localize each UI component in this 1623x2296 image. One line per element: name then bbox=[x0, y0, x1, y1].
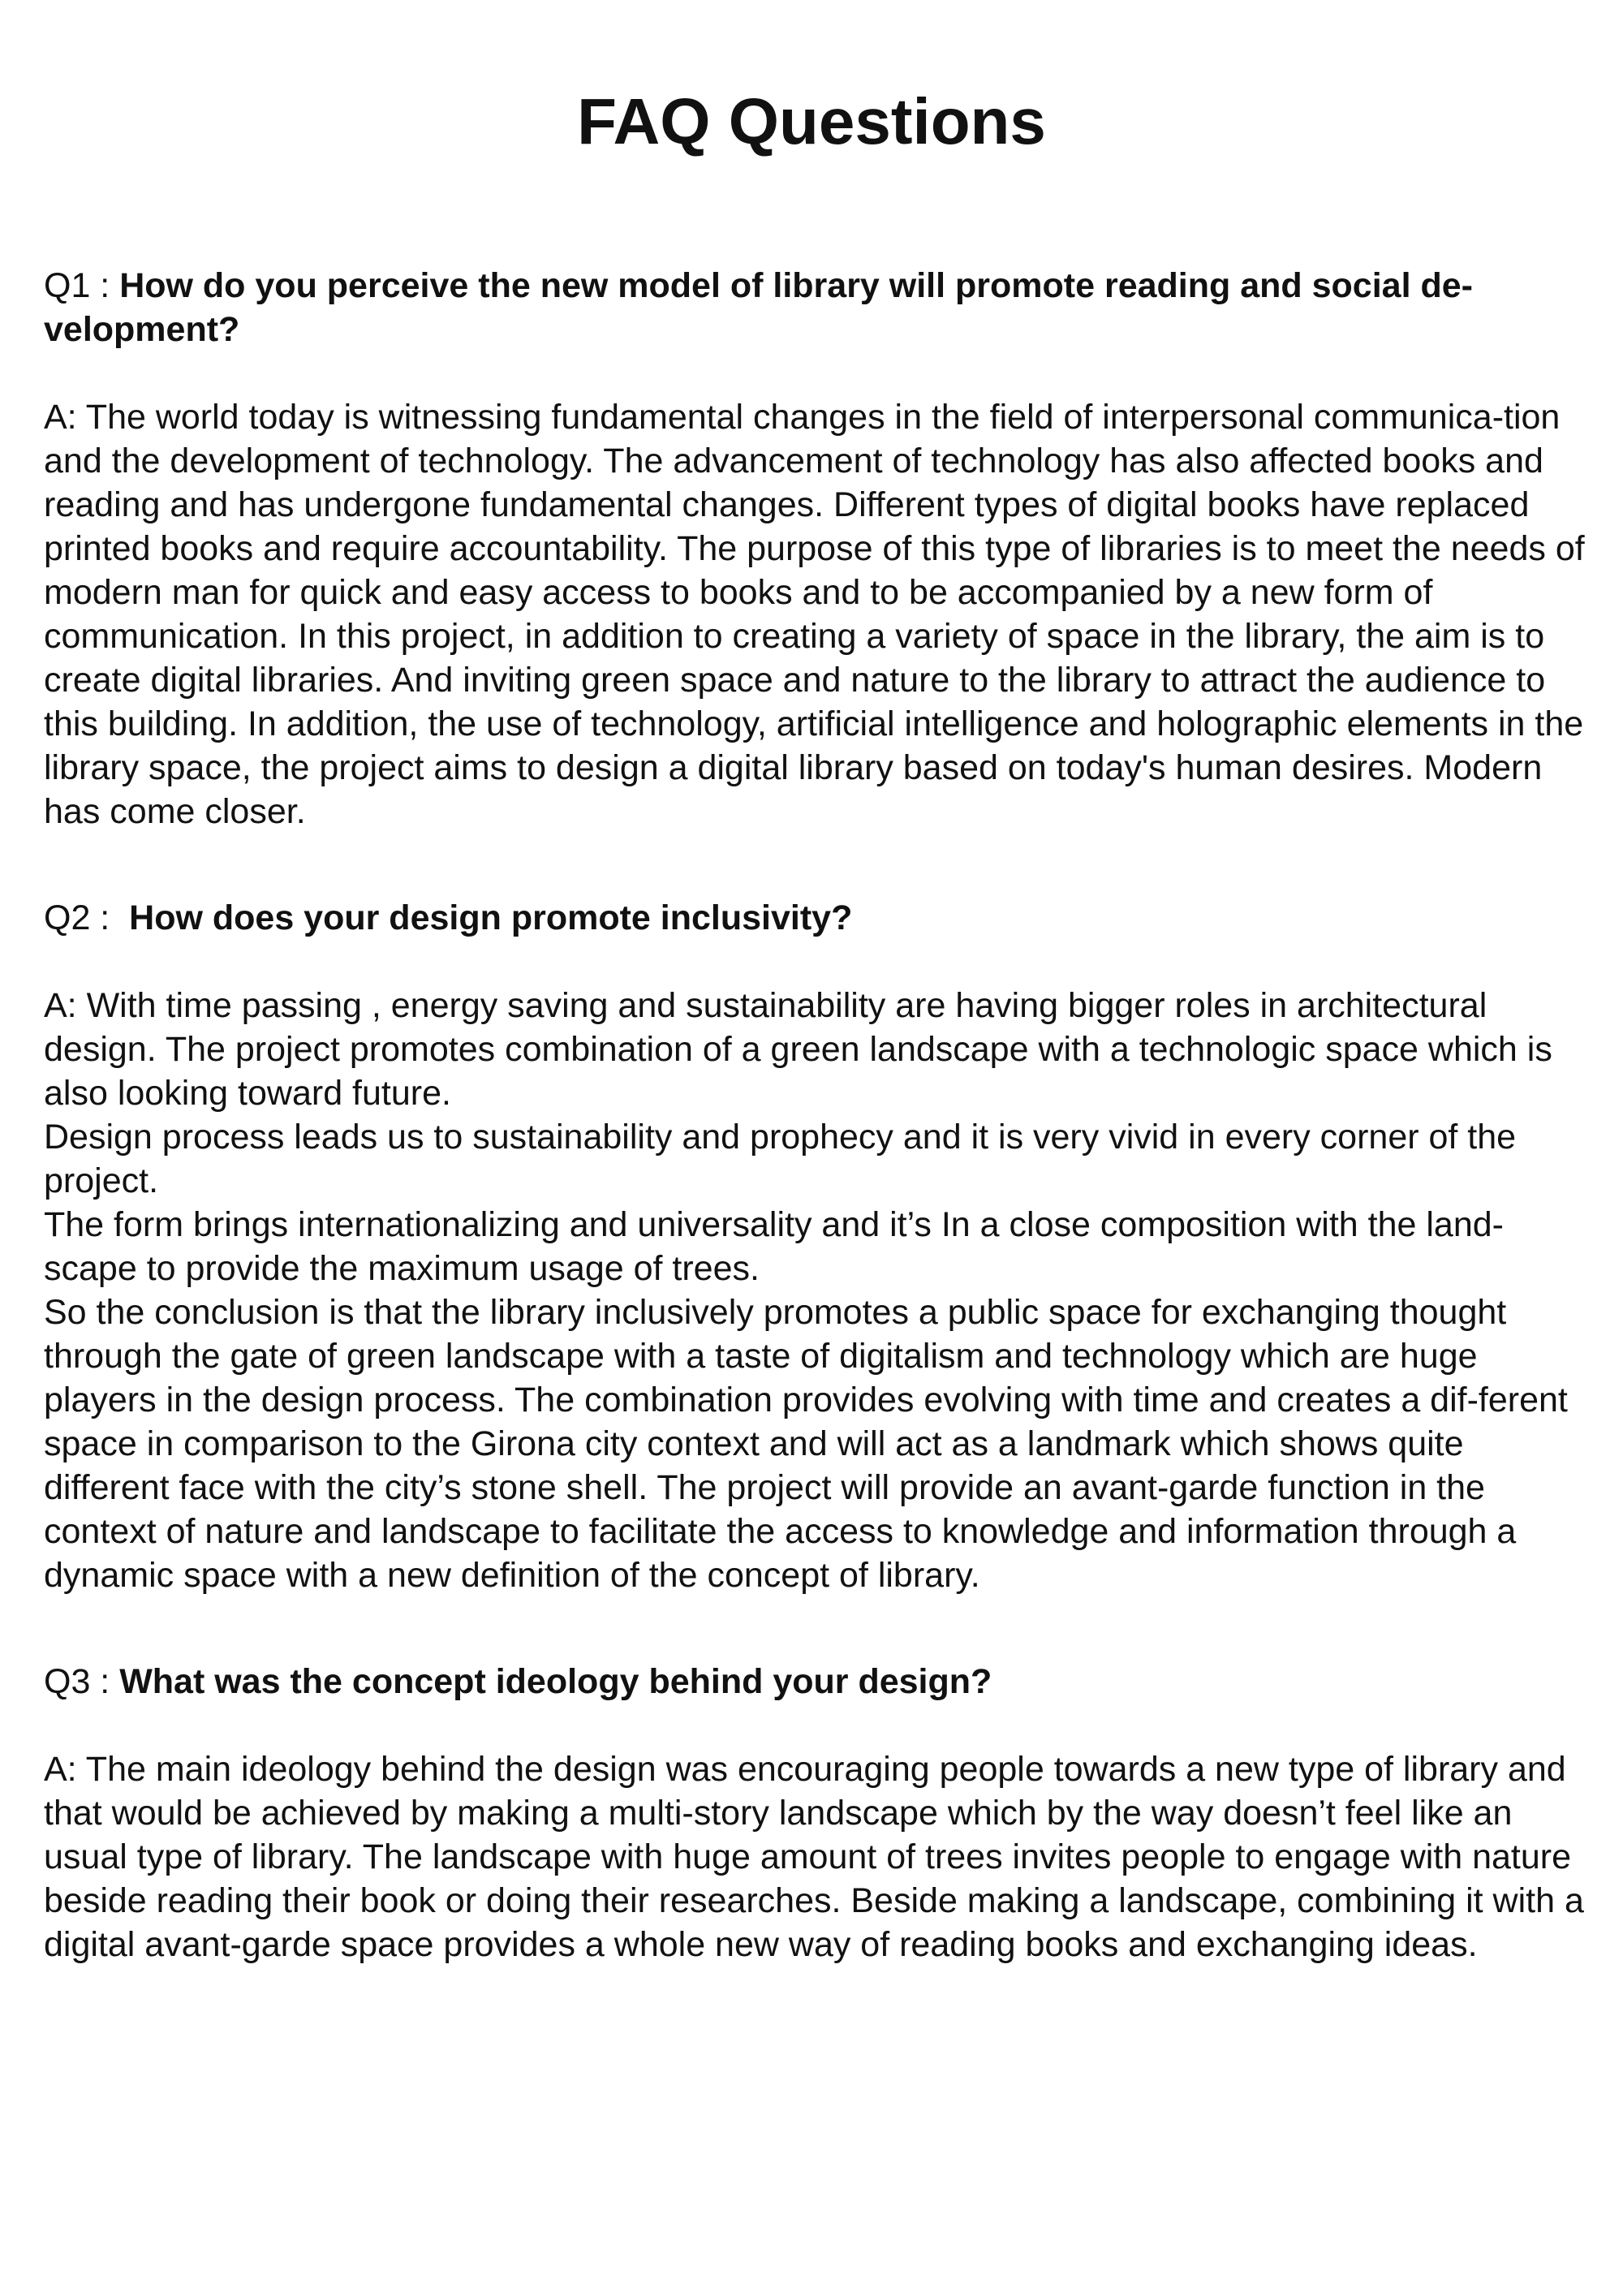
question-q2 bbox=[44, 896, 1586, 940]
answer-paragraph: A: The world today is witnessing fundamental changes in the field of interpersonal communica-tion and the development of technology. The advancement of technology has also affected books and reading and has undergone fundamental changes. Different types of digital books have replaced printed books and require accountability. The purpose of this type of libraries is to meet the needs of modern man for quick and easy access to books and to be accompanied by a new form of communication. In this project, in addition to creating a variety of space in the library, the aim is to create digital libraries. And inviting green space and nature to the library to attract the audience to this building. In addition, the use of technology, artificial intelligence and holographic elements in the library space, the project aims to design a digital library based on today's human desires. Modern has come closer. bbox=[44, 398, 1585, 831]
answer-q1 bbox=[44, 395, 1586, 834]
faq-item-q1 bbox=[44, 264, 1586, 834]
answer-q3 bbox=[44, 1747, 1586, 1966]
answer-paragraph: So the conclusion is that the library inclusively promotes a public space for exchanging thought through the gate of green landscape with a taste of digitalism and technology which are huge players in the design process. The combination provides evolving with time and creates a dif-ferent space in comparison to the Girona city context and will act as a landmark which shows quite different face with the city’s stone shell. The project will provide an avant-garde function in the context of nature and landscape to facilitate the access to knowledge and information through a dynamic space with a new definition of the concept of library. bbox=[44, 1293, 1568, 1595]
faq-content bbox=[44, 264, 1586, 2029]
question-q1 bbox=[44, 264, 1586, 351]
question-text: How does your design promote inclusivity? bbox=[129, 898, 853, 937]
question-text: How do you perceive the new model of library will promote reading and social de- velopment? bbox=[44, 266, 1473, 349]
question-label: Q1 : bbox=[44, 266, 120, 305]
question-label: Q2 : bbox=[44, 898, 130, 937]
question-text: What was the concept ideology behind your design? bbox=[119, 1662, 992, 1701]
question-label: Q3 : bbox=[44, 1662, 120, 1701]
answer-paragraph: The form brings internationalizing and universality and it’s In a close composition with the land-scape to provide the maximum usage of trees. bbox=[44, 1205, 1504, 1288]
question-q3 bbox=[44, 1660, 1586, 1704]
faq-item-q3 bbox=[44, 1660, 1586, 1966]
faq-item-q2 bbox=[44, 896, 1586, 1597]
answer-paragraph: A: With time passing , energy saving and sustainability are having bigger roles in architectural design. The project promotes combination of a green landscape with a technologic space which is also looking toward future. bbox=[44, 986, 1552, 1113]
answer-paragraph: Design process leads us to sustainability and prophecy and it is very vivid in every corner of the project. bbox=[44, 1118, 1517, 1200]
page-title: FAQ Questions bbox=[577, 85, 1046, 157]
answer-q2 bbox=[44, 984, 1586, 1597]
answer-paragraph: A: The main ideology behind the design was encouraging people towards a new type of library and that would be achieved by making a multi-story landscape which by the way doesn’t feel like an usual type of library. The landscape with huge amount of trees invites people to engage with nature beside reading their book or doing their researches. Beside making a landscape, combining it with a digital avant-garde space provides a whole new way of reading books and exchanging ideas. bbox=[44, 1750, 1584, 1964]
